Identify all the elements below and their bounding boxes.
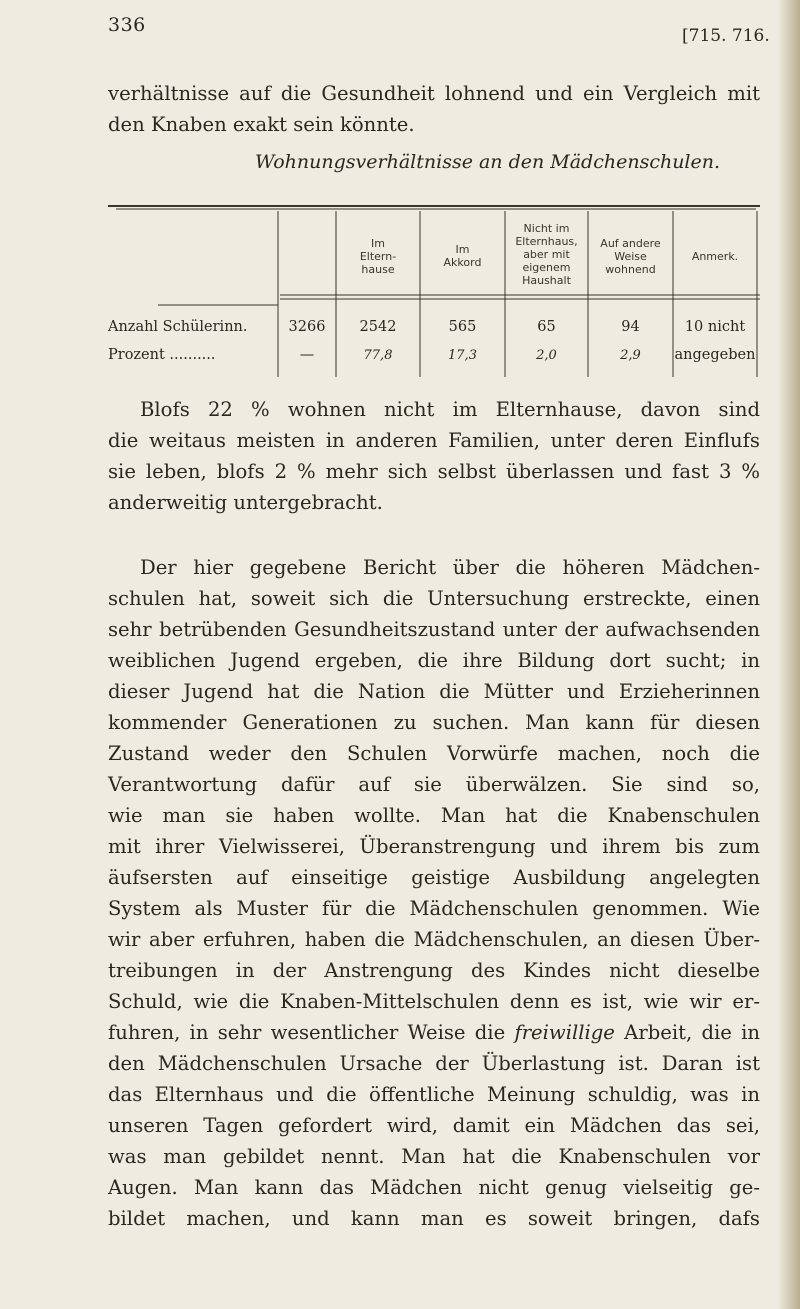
text-line: die weitaus meisten in anderen Familien, unter deren Einflufs — [108, 429, 760, 452]
text-line: System als Muster für die Mädchenschulen genommen. Wie — [108, 897, 760, 920]
row-label-prozent: Prozent .......... — [108, 347, 216, 363]
cell-note: angegeben — [674, 347, 756, 363]
text-line: sie leben, blofs 2 % mehr sich selbst überlassen und fast 3 % — [108, 460, 760, 483]
text-line: Verantwortung dafür auf sie überwälzen. Sie sind so, — [108, 773, 760, 796]
text-line: den Mädchenschulen Ursache der Überlastung ist. Daran ist — [108, 1052, 760, 1075]
text-line: wie man sie haben wollte. Man hat die Knabenschulen — [108, 804, 760, 827]
text-line: äufsersten auf einseitige geistige Ausbildung angelegten — [108, 866, 760, 889]
text-line: bildet machen, und kann man es soweit bringen, dafs — [108, 1207, 760, 1230]
row-label-anzahl: Anzahl Schülerinn. — [108, 319, 248, 335]
text-line: Blofs 22 % wohnen nicht im Elternhause, davon sind — [140, 398, 760, 421]
column-header-anmerk: Anmerk. — [691, 250, 739, 263]
column-header-akkord: Im Akkord — [443, 243, 482, 269]
paragraph-report — [108, 552, 760, 1234]
text-line: anderweitig untergebracht. — [108, 491, 383, 514]
text-line: schulen hat, soweit sich die Untersuchung erstreckte, einen — [108, 587, 760, 610]
cell-value: 565 — [448, 319, 477, 335]
text-line: sehr betrübenden Gesundheitszustand unter der aufwachsenden — [108, 618, 760, 641]
cell-value: 2542 — [359, 319, 397, 335]
text-line-with-emphasis: fuhren, in sehr wesentlicher Weise die freiwillige Arbeit, die in — [108, 1021, 760, 1044]
column-header-andere-weise: Auf andere Weise wohnend — [600, 237, 661, 276]
text-line: unseren Tagen gefordert wird, damit ein Mädchen das sei, — [108, 1114, 760, 1137]
cell-note: 10 nicht — [684, 319, 746, 335]
cell-value: 2,9 — [620, 348, 641, 363]
cell-value: 77,8 — [363, 348, 393, 363]
text-line: mit ihrer Vielwisserei, Überanstrengung und ihrem bis zum — [108, 835, 760, 858]
page-edge-shadow — [778, 0, 800, 1309]
cell-total: — — [299, 347, 315, 363]
text-line: dieser Jugend hat die Nation die Mütter und Erzieherinnen — [108, 680, 760, 703]
text-line: den Knaben exakt sein könnte. — [108, 113, 415, 136]
housing-table — [108, 205, 760, 377]
cell-total: 3266 — [288, 319, 326, 335]
text-line: wir aber erfuhren, haben die Mädchenschulen, an diesen Über- — [108, 928, 760, 951]
intro-paragraph — [108, 78, 760, 140]
text-line: Der hier gegebene Bericht über die höheren Mädchen- — [140, 556, 760, 579]
text-line: was man gebildet nennt. Man hat die Knabenschulen vor — [108, 1145, 760, 1168]
section-heading: Wohnungsverhältnisse an den Mädchenschulen. — [255, 151, 721, 173]
text-line: das Elternhaus und die öffentliche Meinung schuldig, was in — [108, 1083, 760, 1106]
cell-value: 94 — [621, 319, 640, 335]
cell-value: 17,3 — [448, 348, 477, 363]
text-line: Augen. Man kann das Mädchen nicht genug vielseitig ge- — [108, 1176, 760, 1199]
text-line: Zustand weder den Schulen Vorwürfe machen, noch die — [108, 742, 760, 765]
page-number: 336 — [108, 14, 146, 36]
text-line: Schuld, wie die Knaben-Mittelschulen denn es ist, wie wir er- — [108, 990, 760, 1013]
cell-value: 2,0 — [536, 348, 557, 363]
text-line: treibungen in der Anstrengung des Kindes nicht dieselbe — [108, 959, 760, 982]
paragraph-summary — [108, 394, 760, 518]
text-line: verhältnisse auf die Gesundheit lohnend und ein Vergleich mit — [108, 82, 760, 105]
text-line: kommender Generationen zu suchen. Man kann für diesen — [108, 711, 760, 734]
cell-value: 65 — [537, 319, 556, 335]
column-header-elternhause: Im Eltern- hause — [359, 237, 397, 276]
emphasis-word: freiwillige — [514, 1021, 615, 1044]
text-line: weiblichen Jugend ergeben, die ihre Bildung dort sucht; in — [108, 649, 760, 672]
column-header-eigener-haushalt: Nicht im Elternhaus, aber mit eigenem Haushalt — [515, 222, 578, 287]
page-reference: [715. 716. — [682, 26, 770, 46]
